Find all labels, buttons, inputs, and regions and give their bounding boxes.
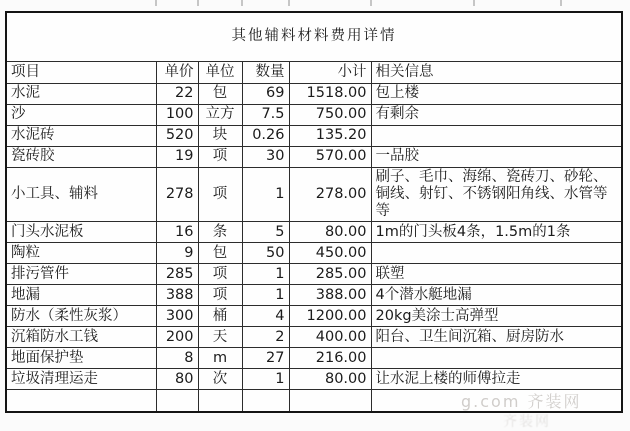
cell-item: 沉箱防水工钱	[6, 327, 156, 348]
cell-info: 让水泥上楼的师傅拉走	[371, 369, 622, 390]
cost-detail-sheet	[5, 11, 623, 413]
cell-quantity: 27	[242, 348, 289, 369]
cell-subtotal: 1518.00	[289, 84, 371, 105]
cell-info	[371, 126, 622, 147]
cutoff-empty-row	[6, 390, 622, 412]
cell-subtotal: 135.20	[289, 126, 371, 147]
table-row	[6, 105, 622, 126]
col-header-item: 项目	[6, 62, 156, 84]
cell-unit-price: 285	[156, 264, 198, 285]
cell-quantity: 7.5	[242, 105, 289, 126]
cell-subtotal: 285.00	[289, 264, 371, 285]
cell-item: 防水（柔性灰浆）	[6, 306, 156, 327]
cell-item: 小工具、辅料	[6, 168, 156, 222]
cell-info	[371, 348, 622, 369]
crop-artifact	[155, 0, 157, 6]
cell-unit: 条	[198, 222, 242, 243]
cell-unit-price: 16	[156, 222, 198, 243]
crop-artifact	[560, 0, 562, 6]
cell-unit-price: 100	[156, 105, 198, 126]
cell-unit: 包	[198, 243, 242, 264]
cell-quantity: 2	[242, 327, 289, 348]
title-row	[6, 12, 622, 62]
crop-artifact	[288, 0, 290, 6]
cell-unit: 项	[198, 147, 242, 168]
crop-artifact	[197, 0, 199, 6]
cell-quantity: 1	[242, 264, 289, 285]
cell-unit: 立方	[198, 105, 242, 126]
cell-item: 沙	[6, 105, 156, 126]
table-row	[6, 264, 622, 285]
cell-info: 一品胶	[371, 147, 622, 168]
cell-info: 有剩余	[371, 105, 622, 126]
cell-unit	[198, 390, 242, 412]
cell-quantity: 1	[242, 369, 289, 390]
col-header-quantity: 数量	[242, 62, 289, 84]
table-row	[6, 285, 622, 306]
cell-unit: 次	[198, 369, 242, 390]
crop-artifact	[370, 0, 372, 6]
cell-unit: 项	[198, 168, 242, 222]
col-header-subtotal: 小计	[289, 62, 371, 84]
cell-quantity: 50	[242, 243, 289, 264]
cell-item: 地面保护垫	[6, 348, 156, 369]
table-row	[6, 147, 622, 168]
cell-unit: m	[198, 348, 242, 369]
cell-info: 20kg美涂士高弹型	[371, 306, 622, 327]
cell-unit-price: 22	[156, 84, 198, 105]
cell-unit-price: 9	[156, 243, 198, 264]
cell-info: 联塑	[371, 264, 622, 285]
table-title: 其他辅料材料费用详情	[6, 12, 622, 62]
cell-quantity: 1	[242, 285, 289, 306]
cost-table	[5, 11, 623, 413]
cell-item: 门头水泥板	[6, 222, 156, 243]
table-row	[6, 327, 622, 348]
site-watermark: g.com 齐装网	[461, 392, 582, 411]
cell-unit-price: 300	[156, 306, 198, 327]
site-watermark-fragment: 齐装网	[503, 414, 551, 430]
cell-quantity	[242, 390, 289, 412]
cell-item	[6, 390, 156, 412]
table-row	[6, 369, 622, 390]
table-row	[6, 84, 622, 105]
cell-quantity: 4	[242, 306, 289, 327]
cell-unit-price: 8	[156, 348, 198, 369]
cell-quantity: 0.26	[242, 126, 289, 147]
cell-item: 水泥	[6, 84, 156, 105]
cell-quantity: 30	[242, 147, 289, 168]
cell-subtotal: 278.00	[289, 168, 371, 222]
cell-unit-price	[156, 390, 198, 412]
cell-quantity: 5	[242, 222, 289, 243]
crop-artifact	[473, 0, 475, 6]
cell-item: 水泥砖	[6, 126, 156, 147]
cell-unit-price: 278	[156, 168, 198, 222]
cell-unit-price: 19	[156, 147, 198, 168]
cell-subtotal	[289, 390, 371, 412]
cell-subtotal: 80.00	[289, 369, 371, 390]
cell-unit: 项	[198, 285, 242, 306]
table-row	[6, 126, 622, 147]
col-header-unit-price: 单价	[156, 62, 198, 84]
cell-subtotal: 400.00	[289, 327, 371, 348]
header-row	[6, 62, 622, 84]
table-row	[6, 348, 622, 369]
cell-subtotal: 388.00	[289, 285, 371, 306]
cell-unit-price: 80	[156, 369, 198, 390]
cell-subtotal: 750.00	[289, 105, 371, 126]
cell-info: 阳台、卫生间沉箱、厨房防水	[371, 327, 622, 348]
cell-subtotal: 80.00	[289, 222, 371, 243]
cell-item: 陶粒	[6, 243, 156, 264]
col-header-info: 相关信息	[371, 62, 622, 84]
crop-artifact	[241, 0, 243, 6]
cell-unit-price: 520	[156, 126, 198, 147]
cell-subtotal: 216.00	[289, 348, 371, 369]
table-row	[6, 306, 622, 327]
cell-info: 包上楼	[371, 84, 622, 105]
cell-info: 刷子、毛巾、海绵、瓷砖刀、砂轮、铜线、射钉、不锈钢阳角线、水管等等	[371, 168, 622, 222]
cell-unit: 天	[198, 327, 242, 348]
table-row	[6, 243, 622, 264]
cell-unit: 桶	[198, 306, 242, 327]
cell-info: 4个潜水艇地漏	[371, 285, 622, 306]
cell-subtotal: 1200.00	[289, 306, 371, 327]
cell-info: 1m的门头板4条，1.5m的1条	[371, 222, 622, 243]
cell-item: 地漏	[6, 285, 156, 306]
cell-unit: 块	[198, 126, 242, 147]
cell-info	[371, 243, 622, 264]
col-header-unit: 单位	[198, 62, 242, 84]
cell-subtotal: 450.00	[289, 243, 371, 264]
cell-unit-price: 200	[156, 327, 198, 348]
cell-item: 瓷砖胶	[6, 147, 156, 168]
cell-unit: 包	[198, 84, 242, 105]
cell-unit-price: 388	[156, 285, 198, 306]
cell-info	[371, 390, 622, 412]
table-row	[6, 168, 622, 222]
table-row	[6, 222, 622, 243]
cell-quantity: 69	[242, 84, 289, 105]
cell-item: 垃圾清理运走	[6, 369, 156, 390]
cell-subtotal: 570.00	[289, 147, 371, 168]
cell-quantity: 1	[242, 168, 289, 222]
cell-item: 排污管件	[6, 264, 156, 285]
cell-unit: 项	[198, 264, 242, 285]
